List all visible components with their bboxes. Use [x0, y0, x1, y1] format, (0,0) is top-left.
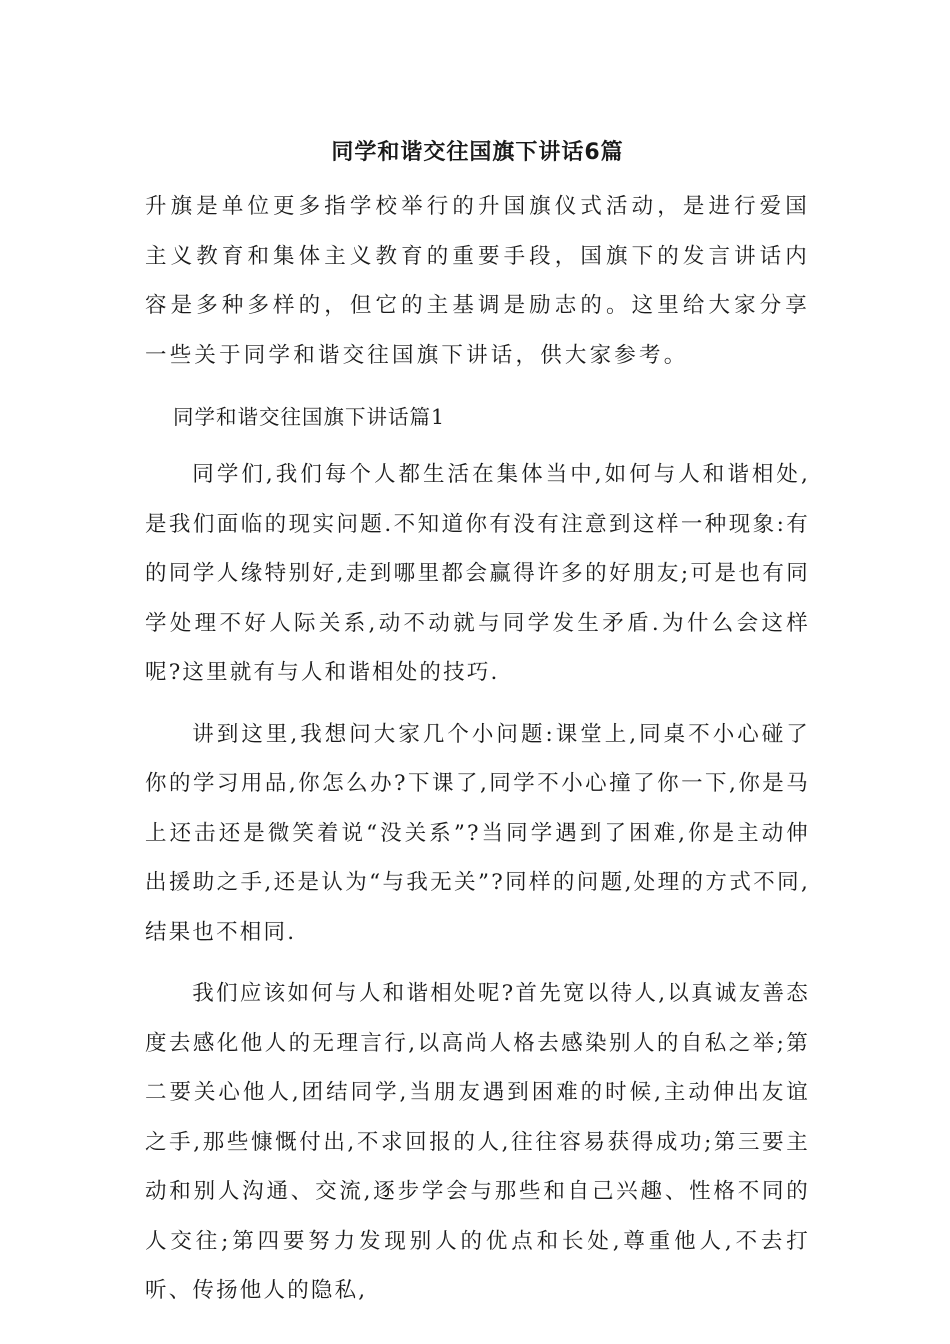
- paragraph-gap: [145, 698, 810, 710]
- body-paragraph-2: 讲到这里,我想问大家几个小问题:课堂上,同桌不小心碰了你的学习用品,你怎么办?下课了,同学不小心撞了你一下,你是马上还击还是微笑着说“没关系”?当同学遇到了困难,你是主动伸出援助之手,还是认为“与我无关”?同样的问题,处理的方式不同,结果也不相同.: [145, 721, 810, 945]
- intro-paragraph: 升旗是单位更多指学校举行的升国旗仪式活动，是进行爱国主义教育和集体主义教育的重要手段，国旗下的发言讲话内容是多种多样的，但它的主基调是励志的。这里给大家分享一些关于同学和谐交往国旗下讲话，供大家参考。: [145, 194, 810, 368]
- section-heading: 同学和谐交往国旗下讲话篇1: [173, 405, 446, 429]
- body-paragraph-3: 我们应该如何与人和谐相处呢?首先宽以待人,以真诚友善态度去感化他人的无理言行,以高尚人格去感染别人的自私之举;第二要关心他人,团结同学,当朋友遇到困难的时候,主动伸出友谊之手,那些慷慨付出,不求回报的人,往往容易获得成功;第三要主动和别人沟通、交流,逐步学会与那些和自己兴趣、性格不同的人交往;第四要努力发现别人的优点和长处,尊重他人,不去打听、传扬他人的隐私,: [145, 981, 810, 1303]
- paragraph-gap: [145, 957, 810, 969]
- document-title: 同学和谐交往国旗下讲话6篇: [331, 140, 624, 165]
- body-paragraph-1: 同学们,我们每个人都生活在集体当中,如何与人和谐相处,是我们面临的现实问题.不知道你有没有注意到这样一种现象:有的同学人缘特别好,走到哪里都会赢得许多的好朋友;可是也有同学处理不好人际关系,动不动就与同学发生矛盾.为什么会这样呢?这里就有与人和谐相处的技巧.: [145, 462, 810, 685]
